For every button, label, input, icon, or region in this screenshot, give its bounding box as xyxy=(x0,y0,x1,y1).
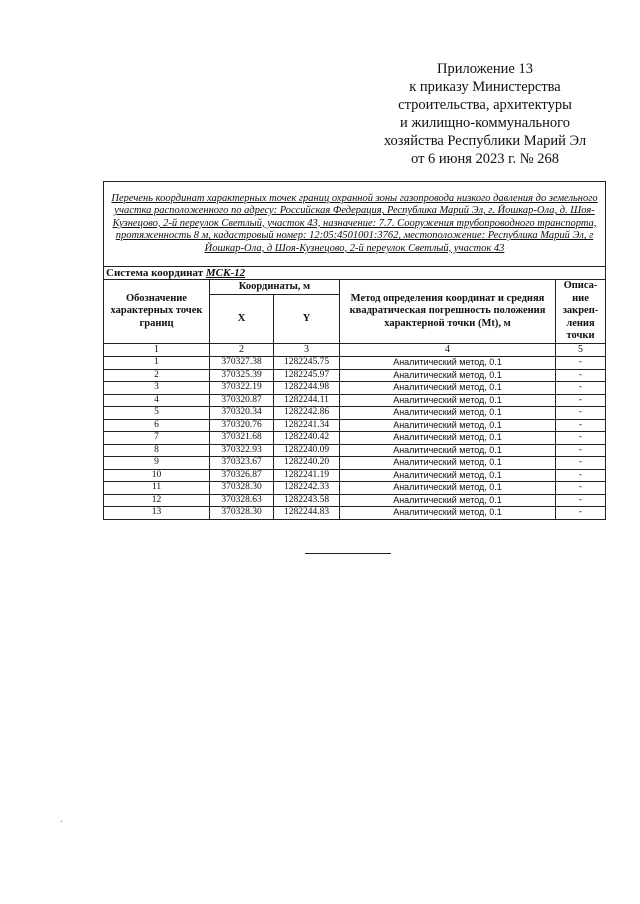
appendix-line: строительства, архитектуры xyxy=(398,97,572,113)
point-number: 8 xyxy=(104,444,210,457)
system-value: МСК-12 xyxy=(205,267,246,279)
col-number: 3 xyxy=(274,344,340,357)
method: Аналитический метод, 0.1 xyxy=(340,507,556,520)
point-number: 5 xyxy=(104,407,210,420)
coord-x: 370322.19 xyxy=(210,382,274,395)
coord-y: 1282244.11 xyxy=(274,394,340,407)
column-number-row xyxy=(104,344,606,357)
system-label: Система координат xyxy=(106,267,204,279)
table-row xyxy=(104,507,606,520)
table-row xyxy=(104,419,606,432)
method: Аналитический метод, 0.1 xyxy=(340,394,556,407)
table-row xyxy=(104,357,606,370)
appendix-line: Приложение 13 xyxy=(437,61,533,77)
coord-y: 1282240.09 xyxy=(274,444,340,457)
method: Аналитический метод, 0.1 xyxy=(340,432,556,445)
description: - xyxy=(556,507,606,520)
col-number: 4 xyxy=(340,344,556,357)
header-x: X xyxy=(210,295,274,344)
description: - xyxy=(556,394,606,407)
point-number: 10 xyxy=(104,469,210,482)
point-number: 3 xyxy=(104,382,210,395)
method: Аналитический метод, 0.1 xyxy=(340,494,556,507)
appendix-header xyxy=(360,60,610,168)
header-y: Y xyxy=(274,295,340,344)
point-number: 2 xyxy=(104,369,210,382)
coord-x: 370320.87 xyxy=(210,394,274,407)
coord-x: 370322.93 xyxy=(210,444,274,457)
table-row xyxy=(104,407,606,420)
coord-x: 370323.67 xyxy=(210,457,274,470)
header-row xyxy=(104,280,606,295)
closing-rule xyxy=(305,553,391,554)
coord-y: 1282240.42 xyxy=(274,432,340,445)
coord-y: 1282242.33 xyxy=(274,482,340,495)
point-number: 11 xyxy=(104,482,210,495)
coord-x: 370320.76 xyxy=(210,419,274,432)
table-row xyxy=(104,494,606,507)
point-number: 4 xyxy=(104,394,210,407)
description: - xyxy=(556,432,606,445)
description: - xyxy=(556,469,606,482)
appendix-line: от 6 июня 2023 г. № 268 xyxy=(411,151,559,167)
col-number: 1 xyxy=(104,344,210,357)
table-row xyxy=(104,369,606,382)
coord-y: 1282245.97 xyxy=(274,369,340,382)
description: - xyxy=(556,482,606,495)
header-point: Обозначение характерных точек границ xyxy=(104,280,210,344)
point-number: 13 xyxy=(104,507,210,520)
description: - xyxy=(556,419,606,432)
description: - xyxy=(556,407,606,420)
coord-y: 1282243.58 xyxy=(274,494,340,507)
coord-x: 370326.87 xyxy=(210,469,274,482)
table-row xyxy=(104,482,606,495)
table-row xyxy=(104,469,606,482)
coord-y: 1282240.20 xyxy=(274,457,340,470)
coord-y: 1282241.19 xyxy=(274,469,340,482)
appendix-line: к приказу Министерства xyxy=(409,79,561,95)
coord-x: 370320.34 xyxy=(210,407,274,420)
method: Аналитический метод, 0.1 xyxy=(340,444,556,457)
method: Аналитический метод, 0.1 xyxy=(340,369,556,382)
point-number: 1 xyxy=(104,357,210,370)
appendix-line: и жилищно-коммунального xyxy=(399,115,571,131)
coord-x: 370328.30 xyxy=(210,482,274,495)
header-description: Описа-ние закреп-ления точки xyxy=(556,280,606,344)
description: - xyxy=(556,382,606,395)
point-number: 7 xyxy=(104,432,210,445)
header-method: Метод определения координат и средняя квадратическая погрешность положения характерной точки (Mt), м xyxy=(340,280,556,344)
table-title: Перечень координат характерных точек границ охранной зоны газопровода низкого давления до земельного участка расположенного по адресу: Российская Федерация, Республика Марий Эл, г. Йошкар-Ола, д. Шоя-Кузнецово, 2-й переулок Светлый, участок 43, назначение: 7.7. Сооружения трубопроводного транспорта, протяженность 8 м, кадастровый номер: 12:05:4501001:3762, местоположение: Республика Марий Эл, г Йошкар-Ола, д Шоя-Кузнецово, 2-й переулок Светлый, участок 43 xyxy=(104,182,606,267)
table-body xyxy=(104,182,606,520)
description: - xyxy=(556,369,606,382)
method: Аналитический метод, 0.1 xyxy=(340,357,556,370)
description: - xyxy=(556,494,606,507)
col-number: 5 xyxy=(556,344,606,357)
point-number: 6 xyxy=(104,419,210,432)
table-row xyxy=(104,432,606,445)
title-row xyxy=(104,182,606,267)
coord-x: 370328.63 xyxy=(210,494,274,507)
coord-y: 1282241.34 xyxy=(274,419,340,432)
appendix-line: хозяйства Республики Марий Эл xyxy=(383,133,587,149)
method: Аналитический метод, 0.1 xyxy=(340,382,556,395)
description: - xyxy=(556,357,606,370)
coord-x: 370321.68 xyxy=(210,432,274,445)
coord-y: 1282244.98 xyxy=(274,382,340,395)
method: Аналитический метод, 0.1 xyxy=(340,457,556,470)
description: - xyxy=(556,457,606,470)
table-row xyxy=(104,457,606,470)
coord-y: 1282242.86 xyxy=(274,407,340,420)
system-row xyxy=(104,267,606,280)
method: Аналитический метод, 0.1 xyxy=(340,469,556,482)
method: Аналитический метод, 0.1 xyxy=(340,419,556,432)
table-row xyxy=(104,394,606,407)
point-number: 9 xyxy=(104,457,210,470)
description: - xyxy=(556,444,606,457)
col-number: 2 xyxy=(210,344,274,357)
table-row xyxy=(104,382,606,395)
coordinate-system xyxy=(104,267,606,280)
method: Аналитический метод, 0.1 xyxy=(340,407,556,420)
table-row xyxy=(104,444,606,457)
coord-y: 1282244.83 xyxy=(274,507,340,520)
method: Аналитический метод, 0.1 xyxy=(340,482,556,495)
point-number: 12 xyxy=(104,494,210,507)
coord-x: 370325.39 xyxy=(210,369,274,382)
coord-x: 370327.38 xyxy=(210,357,274,370)
coord-x: 370328.30 xyxy=(210,507,274,520)
scan-speck-icon xyxy=(60,820,63,823)
coordinates-table xyxy=(103,181,606,520)
header-coords: Координаты, м xyxy=(210,280,340,295)
coord-y: 1282245.75 xyxy=(274,357,340,370)
